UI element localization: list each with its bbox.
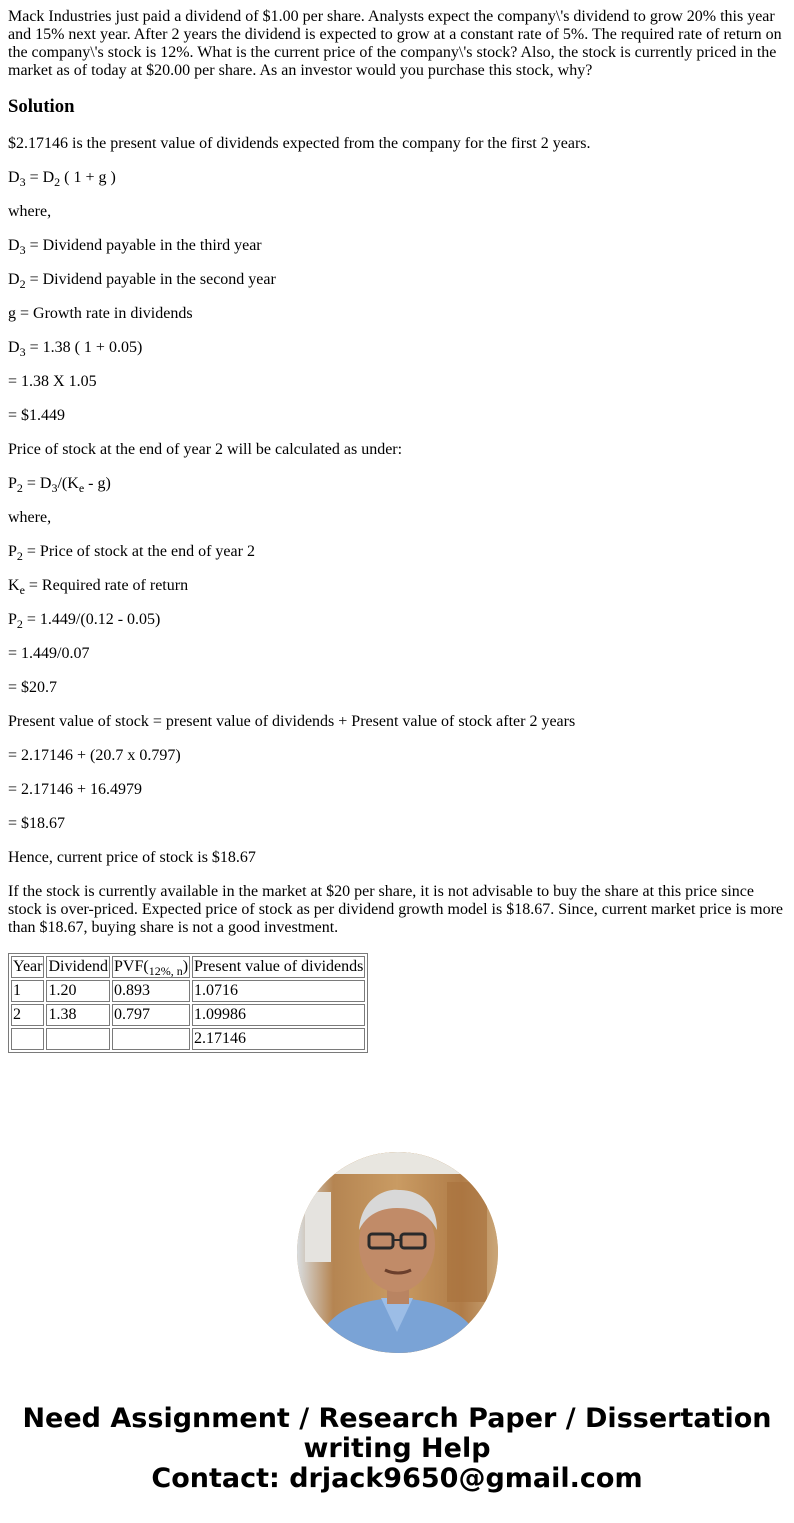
pv-step: = 2.17146 + 16.4979 bbox=[8, 781, 143, 798]
cell-pvf bbox=[112, 1028, 190, 1050]
d3-result: = $1.449 bbox=[8, 407, 66, 424]
d3-formula: $D_3 = D_2$ ( 1 + g ) bbox=[8, 169, 116, 190]
author-avatar bbox=[297, 1152, 498, 1353]
promo-line: writing Help bbox=[303, 1433, 491, 1464]
d3-calculation: $D_3 = 1.38$ ( 1 + 0.05) bbox=[8, 339, 143, 360]
promo-banner bbox=[0, 1404, 794, 1494]
hence-text: Hence, current price of stock is $18.67 bbox=[8, 849, 256, 866]
header-year: Year bbox=[11, 956, 44, 978]
p2-result: = $20.7 bbox=[8, 679, 58, 696]
pv-result: = $18.67 bbox=[8, 815, 66, 832]
pv-dividends-text: $2.17146 is the present value of dividends expected from the company for the first 2 years. bbox=[8, 135, 591, 152]
where-label: where, bbox=[8, 509, 52, 526]
cell-dividend: 1.20 bbox=[46, 980, 110, 1002]
cell-year: 1 bbox=[11, 980, 44, 1002]
p2-definition: $P_2$ = Price of stock at the end of year 2 bbox=[8, 543, 255, 564]
pv-stock-text: Present value of stock = present value of dividends + Present value of stock after 2 years bbox=[8, 713, 576, 730]
ke-definition: $K_e$ = Required rate of return bbox=[8, 577, 189, 598]
promo-contact: Contact: drjack9650@gmail.com bbox=[151, 1463, 643, 1494]
d2-definition: $D_2$ = Dividend payable in the second year bbox=[8, 271, 276, 292]
pv-step: = 2.17146 + (20.7 x 0.797) bbox=[8, 747, 181, 764]
table-header-row bbox=[11, 956, 365, 978]
cell-year: 2 bbox=[11, 1004, 44, 1026]
p2-step: = 1.449/0.07 bbox=[8, 645, 90, 662]
table-row bbox=[11, 1028, 365, 1050]
cell-present-value: 2.17146 bbox=[192, 1028, 365, 1050]
cell-pvf: 0.893 bbox=[112, 980, 190, 1002]
cell-dividend: 1.38 bbox=[46, 1004, 110, 1026]
g-definition: g = Growth rate in dividends bbox=[8, 305, 193, 322]
table-row bbox=[11, 980, 365, 1002]
header-dividend: Dividend bbox=[46, 956, 110, 978]
question-text: Mack Industries just paid a dividend of $1.00 per share. Analysts expect the company\'s dividend to grow 20% this year and 15% next year. After 2 years the dividend is expected to grow at a constant rate of 5%. The required rate of return on the company\'s stock is 12%. What is the current price of the company\'s stock? Also, the stock is currently priced in the market as of today at $20.00 per share. As an investor would you purchase this stock, why? bbox=[8, 8, 782, 79]
cell-present-value: 1.09986 bbox=[192, 1004, 365, 1026]
cell-dividend bbox=[46, 1028, 110, 1050]
p2-formula: $P_2 = D_3/(K_e - g)$ bbox=[8, 475, 111, 496]
price-intro: Price of stock at the end of year 2 will be calculated as under: bbox=[8, 441, 403, 458]
cell-pvf: 0.797 bbox=[112, 1004, 190, 1026]
d3-step: = 1.38 X 1.05 bbox=[8, 373, 97, 390]
pv-table bbox=[8, 953, 368, 1053]
solution-heading: Solution bbox=[8, 96, 75, 117]
table-row bbox=[11, 1004, 365, 1026]
where-label: where, bbox=[8, 203, 52, 220]
author-photo-icon bbox=[297, 1152, 498, 1353]
header-present-value: Present value of dividends bbox=[192, 956, 365, 978]
promo-line: Need Assignment / Research Paper / Dissertation bbox=[22, 1403, 772, 1434]
d3-definition: $D_3$ = Dividend payable in the third year bbox=[8, 237, 262, 258]
cell-year bbox=[11, 1028, 44, 1050]
conclusion-text: If the stock is currently available in the market at $20 per share, it is not advisable to buy the share at this price since stock is over-priced. Expected price of stock as per dividend growth model is $18.67. Since, current market price is more than $18.67, buying share is not a good investment. bbox=[8, 883, 783, 936]
p2-calculation: $P_2 = 1.449/(0.12 - 0.05)$ bbox=[8, 611, 161, 632]
cell-present-value: 1.0716 bbox=[192, 980, 365, 1002]
header-pvf: $PVF(_{12\%, n})$ bbox=[114, 958, 189, 979]
